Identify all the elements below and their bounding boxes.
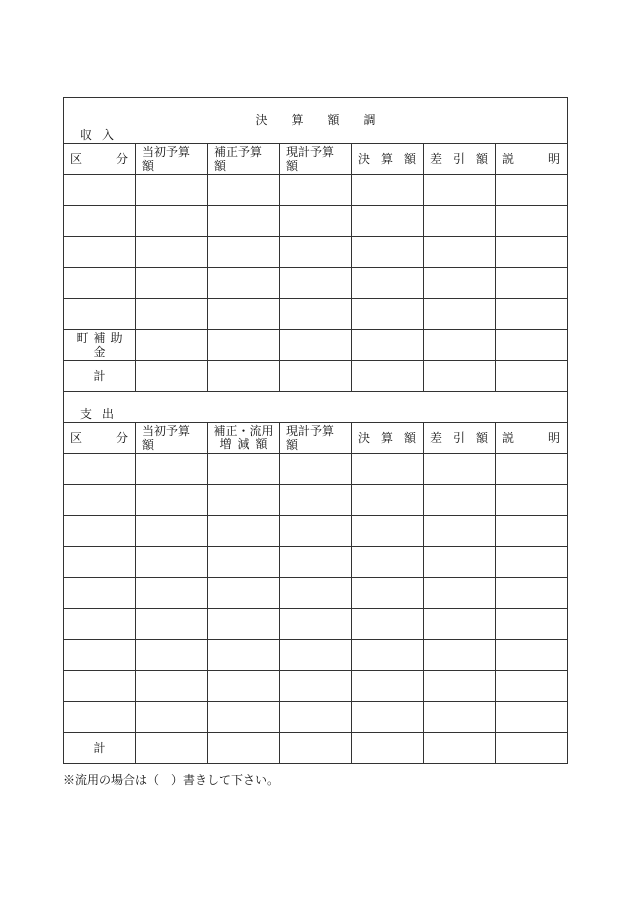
income-header-row (64, 144, 568, 175)
row-label (64, 485, 136, 516)
cell[interactable] (424, 702, 496, 733)
cell[interactable] (136, 516, 208, 547)
header-description: 説 明 (496, 423, 568, 454)
cell[interactable] (496, 330, 568, 361)
cell[interactable] (496, 702, 568, 733)
cell[interactable] (208, 361, 280, 392)
cell[interactable] (352, 671, 424, 702)
cell[interactable] (496, 671, 568, 702)
row-label: 町補助金 (64, 330, 136, 361)
expense-row-total (64, 733, 568, 764)
cell[interactable] (424, 578, 496, 609)
cell[interactable] (208, 268, 280, 299)
cell[interactable] (280, 268, 352, 299)
expense-row (64, 640, 568, 671)
expense-row (64, 454, 568, 485)
cell[interactable] (136, 361, 208, 392)
cell[interactable] (424, 361, 496, 392)
cell[interactable] (280, 485, 352, 516)
row-label (64, 206, 136, 237)
expense-row (64, 547, 568, 578)
header-description: 説 明 (496, 144, 568, 175)
title-row (64, 98, 568, 144)
cell[interactable] (496, 268, 568, 299)
cell[interactable] (496, 516, 568, 547)
cell[interactable] (136, 330, 208, 361)
header-settlement: 決 算 額 (352, 144, 424, 175)
cell[interactable] (208, 640, 280, 671)
cell[interactable] (280, 454, 352, 485)
income-row (64, 175, 568, 206)
cell[interactable] (352, 516, 424, 547)
cell[interactable] (496, 640, 568, 671)
cell[interactable] (352, 268, 424, 299)
income-row (64, 299, 568, 330)
cell[interactable] (424, 268, 496, 299)
cell[interactable] (352, 361, 424, 392)
cell[interactable] (352, 485, 424, 516)
cell[interactable] (136, 268, 208, 299)
expense-header-row (64, 423, 568, 454)
row-label: 計 (64, 733, 136, 764)
cell[interactable] (496, 547, 568, 578)
cell[interactable] (352, 454, 424, 485)
cell[interactable] (280, 206, 352, 237)
cell[interactable] (136, 609, 208, 640)
cell[interactable] (136, 733, 208, 764)
cell[interactable] (352, 702, 424, 733)
settlement-table (63, 97, 568, 764)
cell[interactable] (352, 609, 424, 640)
cell[interactable] (352, 578, 424, 609)
cell[interactable] (424, 609, 496, 640)
header-current-budget: 現計予算額 (280, 423, 352, 454)
footnote: ※流用の場合は（ ）書きして下さい。 (63, 773, 280, 787)
cell[interactable] (496, 733, 568, 764)
cell[interactable] (208, 733, 280, 764)
cell[interactable] (424, 237, 496, 268)
expense-row (64, 702, 568, 733)
row-label (64, 702, 136, 733)
cell[interactable] (208, 237, 280, 268)
cell[interactable] (208, 578, 280, 609)
cell[interactable] (496, 454, 568, 485)
cell[interactable] (352, 547, 424, 578)
expense-row (64, 671, 568, 702)
header-adjustment: 補正・流用 増減額 (208, 423, 280, 454)
cell[interactable] (208, 299, 280, 330)
cell[interactable] (136, 640, 208, 671)
cell[interactable] (496, 609, 568, 640)
header-current-budget: 現計予算額 (280, 144, 352, 175)
cell[interactable] (424, 206, 496, 237)
cell[interactable] (424, 671, 496, 702)
cell[interactable] (496, 175, 568, 206)
row-label (64, 547, 136, 578)
cell[interactable] (424, 640, 496, 671)
cell[interactable] (280, 516, 352, 547)
cell[interactable] (424, 330, 496, 361)
cell[interactable] (424, 733, 496, 764)
cell[interactable] (136, 485, 208, 516)
cell[interactable] (280, 702, 352, 733)
cell[interactable] (280, 330, 352, 361)
cell[interactable] (280, 175, 352, 206)
cell[interactable] (280, 547, 352, 578)
cell[interactable] (496, 206, 568, 237)
header-supplementary-budget: 補正予算額 (208, 144, 280, 175)
cell[interactable] (496, 299, 568, 330)
cell[interactable] (136, 454, 208, 485)
row-label (64, 609, 136, 640)
cell[interactable] (496, 578, 568, 609)
row-label (64, 268, 136, 299)
cell[interactable] (424, 547, 496, 578)
row-label (64, 578, 136, 609)
expense-row (64, 578, 568, 609)
row-label (64, 299, 136, 330)
cell[interactable] (352, 299, 424, 330)
cell[interactable] (136, 578, 208, 609)
income-row (64, 268, 568, 299)
cell[interactable] (496, 361, 568, 392)
cell[interactable] (280, 361, 352, 392)
cell[interactable] (280, 640, 352, 671)
income-row-total (64, 361, 568, 392)
expense-row (64, 485, 568, 516)
expense-row (64, 516, 568, 547)
cell[interactable] (496, 485, 568, 516)
row-label (64, 640, 136, 671)
row-label (64, 671, 136, 702)
cell[interactable] (208, 175, 280, 206)
cell[interactable] (136, 702, 208, 733)
cell[interactable] (352, 640, 424, 671)
cell[interactable] (208, 206, 280, 237)
header-initial-budget: 当初予算額 (136, 144, 208, 175)
cell[interactable] (352, 237, 424, 268)
cell[interactable] (280, 671, 352, 702)
cell[interactable] (208, 516, 280, 547)
row-label (64, 516, 136, 547)
cell[interactable] (208, 454, 280, 485)
expense-section-row (64, 392, 568, 423)
income-row (64, 237, 568, 268)
cell[interactable] (352, 206, 424, 237)
cell[interactable] (136, 299, 208, 330)
cell[interactable] (136, 175, 208, 206)
cell[interactable] (280, 299, 352, 330)
cell[interactable] (208, 485, 280, 516)
cell[interactable] (136, 671, 208, 702)
cell[interactable] (136, 237, 208, 268)
settlement-form (63, 97, 567, 764)
cell[interactable] (424, 485, 496, 516)
cell[interactable] (424, 299, 496, 330)
row-label: 計 (64, 361, 136, 392)
expense-section-label: 支出 (80, 407, 125, 421)
cell[interactable] (496, 237, 568, 268)
cell[interactable] (352, 330, 424, 361)
cell[interactable] (280, 609, 352, 640)
form-title: 決算額調 (255, 113, 400, 127)
income-row-town-subsidy (64, 330, 568, 361)
expense-row (64, 609, 568, 640)
cell[interactable] (208, 547, 280, 578)
cell[interactable] (208, 671, 280, 702)
cell[interactable] (424, 454, 496, 485)
row-label (64, 454, 136, 485)
cell[interactable] (280, 237, 352, 268)
header-kubun: 区 分 (64, 423, 136, 454)
income-section-label: 収入 (80, 128, 125, 142)
cell[interactable] (424, 175, 496, 206)
header-initial-budget: 当初予算額 (136, 423, 208, 454)
header-settlement: 決 算 額 (352, 423, 424, 454)
cell[interactable] (352, 175, 424, 206)
header-difference: 差 引 額 (424, 423, 496, 454)
header-kubun: 区 分 (64, 144, 136, 175)
cell[interactable] (208, 609, 280, 640)
cell[interactable] (136, 206, 208, 237)
cell[interactable] (280, 578, 352, 609)
cell[interactable] (280, 733, 352, 764)
row-label (64, 237, 136, 268)
cell[interactable] (136, 547, 208, 578)
cell[interactable] (424, 516, 496, 547)
row-label (64, 175, 136, 206)
cell[interactable] (208, 330, 280, 361)
income-row (64, 206, 568, 237)
header-difference: 差 引 額 (424, 144, 496, 175)
cell[interactable] (208, 702, 280, 733)
cell[interactable] (352, 733, 424, 764)
